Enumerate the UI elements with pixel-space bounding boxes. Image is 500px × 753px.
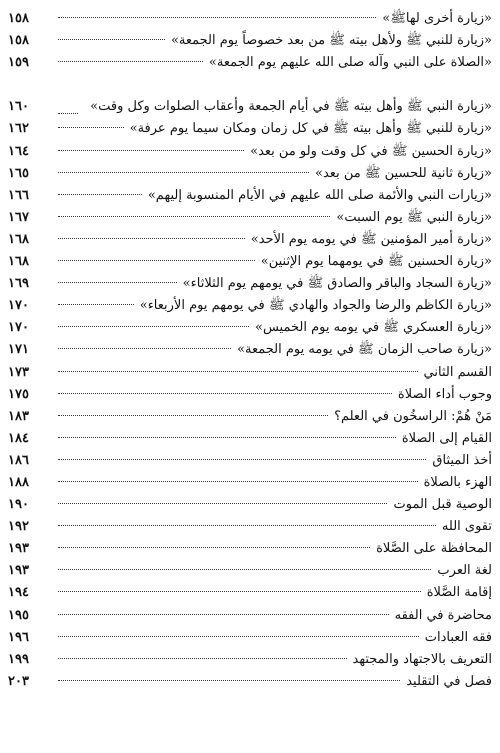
dot-leader xyxy=(58,260,255,261)
toc-row xyxy=(8,494,492,516)
toc-row xyxy=(8,8,492,30)
toc-entry-title: «زيارة النبي ﷺ يوم السبت» xyxy=(336,209,492,225)
toc-entry-title: المحافظة على الصَّلاة xyxy=(376,541,492,557)
toc-row xyxy=(8,538,492,560)
toc-row xyxy=(8,185,492,207)
dot-leader xyxy=(58,150,244,151)
toc-row xyxy=(8,52,492,74)
dot-leader xyxy=(58,547,370,548)
toc-entry-title: «زيارة العسكري ﷺ في يومه يوم الخميس» xyxy=(255,320,492,336)
dot-leader xyxy=(58,61,203,62)
toc-entry-title: تقوى الله xyxy=(441,519,492,535)
dot-leader xyxy=(58,304,134,305)
toc-page-number: ١٩٠ xyxy=(8,497,29,513)
dot-leader xyxy=(58,238,245,239)
toc-page-number: ١٧٠ xyxy=(8,298,29,314)
dot-leader xyxy=(58,113,78,114)
toc-entry-title: «زيارة ثانية للحسين ﷺ من بعد» xyxy=(315,165,492,181)
toc-row xyxy=(8,560,492,582)
dot-leader xyxy=(58,437,396,438)
toc-entry-title: الوصية قبل الموت xyxy=(393,497,492,513)
toc-page-number: ١٧١ xyxy=(8,342,29,358)
toc-entry-title: القيام إلى الصلاة xyxy=(401,430,492,446)
toc-row xyxy=(8,671,492,693)
toc-row xyxy=(8,605,492,627)
toc-row xyxy=(8,74,492,118)
toc-entry-title: فصل في التقليد xyxy=(406,673,492,689)
toc-entry-title: «زيارة للنبي ﷺ ولأهل بيته ﷺ من بعد خصوصاً يوم الجمعة» xyxy=(170,33,492,49)
toc-row xyxy=(8,450,492,472)
toc-entry-title: «زيارة للنبي ﷺ وأهل بيته ﷺ في كل زمان ومكان سيما يوم عرفة» xyxy=(129,121,492,137)
toc-row xyxy=(8,384,492,406)
toc-page-number: ١٦٨ xyxy=(8,254,29,270)
toc-page-number: ١٦٨ xyxy=(8,231,29,247)
toc-page-number: ٢٠٣ xyxy=(8,673,29,689)
toc-page-number: ١٨٣ xyxy=(8,408,29,424)
toc-row xyxy=(8,339,492,361)
toc-entry-title: «زيارة الحسنين ﷺ في يومهما يوم الإثنين» xyxy=(260,254,492,270)
toc-page-number: ١٦٠ xyxy=(8,99,29,115)
toc-row xyxy=(8,428,492,450)
dot-leader xyxy=(58,348,231,349)
dot-leader xyxy=(58,371,418,372)
toc-page-number: ١٩٦ xyxy=(8,629,29,645)
toc-entry-title: «زيارة النبي ﷺ وأهل بيته ﷺ في أيام الجمعة وأعقاب الصلوات وكل وقت» xyxy=(90,99,492,115)
dot-leader xyxy=(58,636,419,637)
toc-row xyxy=(8,273,492,295)
toc-page-number: ١٧٣ xyxy=(8,364,29,380)
toc-page-number: ١٩٣ xyxy=(8,563,29,579)
toc-page-number: ١٦٧ xyxy=(8,209,29,225)
dot-leader xyxy=(58,127,124,128)
toc-entry-title: «زيارات النبي والأئمة صلى الله عليهم في الأيام المنسوبة إليهم» xyxy=(147,187,492,203)
toc-page-number: ١٨٦ xyxy=(8,452,29,468)
toc-row xyxy=(8,362,492,384)
dot-leader xyxy=(58,17,376,18)
toc-page-number: ١٦٦ xyxy=(8,187,29,203)
toc-row xyxy=(8,141,492,163)
dot-leader xyxy=(58,415,328,416)
toc-row xyxy=(8,582,492,604)
toc-entry-title: الهزء بالصلاة xyxy=(423,474,492,490)
dot-leader xyxy=(58,658,347,659)
dot-leader xyxy=(58,591,421,592)
toc-page-number: ١٨٨ xyxy=(8,474,29,490)
toc-page-number: ١٩٩ xyxy=(8,651,29,667)
dot-leader xyxy=(58,614,389,615)
toc-entry-title: فقه العبادات xyxy=(424,629,492,645)
toc-entry-title: محاضرة في الفقه xyxy=(394,607,492,623)
toc-row xyxy=(8,472,492,494)
toc-row xyxy=(8,317,492,339)
toc-page-number: ١٩٣ xyxy=(8,541,29,557)
toc-page-number: ١٩٤ xyxy=(8,585,29,601)
toc-entry-title: «زيارة أخرى لهاﷺ» xyxy=(382,11,492,26)
toc-page-number: ١٧٥ xyxy=(8,386,29,402)
dot-leader xyxy=(58,503,387,504)
toc-entry-title: «زيارة السجاد والباقر والصادق ﷺ في يومهم يوم الثلاثاء» xyxy=(182,276,492,292)
toc-row xyxy=(8,30,492,52)
dot-leader xyxy=(58,525,436,526)
toc-page-number: ١٦٩ xyxy=(8,276,29,292)
toc-entry-title: أخذ الميثاق xyxy=(432,452,492,468)
toc-entry-title: «زيارة الحسين ﷺ في كل وقت ولو من بعد» xyxy=(250,143,492,159)
toc-page-number: ١٦٥ xyxy=(8,165,29,181)
toc-entry-title: لغة العرب xyxy=(437,563,492,579)
toc-row xyxy=(8,251,492,273)
toc-entry-title: مَنْ هُمْ: الراسخُون في العلم؟ xyxy=(334,408,492,424)
dot-leader xyxy=(58,459,426,460)
toc-page-number: ١٩٥ xyxy=(8,607,29,623)
dot-leader xyxy=(58,194,142,195)
toc-row xyxy=(8,207,492,229)
toc-row xyxy=(8,649,492,671)
toc-entry-title: وجوب أداء الصلاة xyxy=(397,386,492,402)
toc-row xyxy=(8,295,492,317)
dot-leader xyxy=(58,393,392,394)
toc-row xyxy=(8,627,492,649)
toc-entry-title: «زيارة صاحب الزمان ﷺ في يومه يوم الجمعة» xyxy=(237,342,492,358)
dot-leader xyxy=(58,216,330,217)
toc-entry-title: «زيارة الكاظم والرضا والجواد والهادي ﷺ في يومهم يوم الأربعاء» xyxy=(139,298,492,314)
toc-page-number: ١٨٤ xyxy=(8,430,29,446)
toc-page-number: ١٦٤ xyxy=(8,143,29,159)
dot-leader xyxy=(58,282,177,283)
toc-page-number: ١٧٠ xyxy=(8,320,29,336)
toc-entry-title: القسم الثاني xyxy=(423,364,492,380)
dot-leader xyxy=(58,172,309,173)
table-of-contents xyxy=(8,8,492,693)
toc-row xyxy=(8,516,492,538)
toc-page-number: ١٥٩ xyxy=(8,55,29,71)
toc-page-number: ١٥٨ xyxy=(8,33,29,49)
toc-page-number: ١٥٨ xyxy=(8,11,29,26)
dot-leader xyxy=(58,569,431,570)
dot-leader xyxy=(58,680,400,681)
toc-entry-title: «الصلاة على النبي وآله صلى الله عليهم يوم الجمعة» xyxy=(208,55,492,71)
toc-row xyxy=(8,163,492,185)
toc-row xyxy=(8,406,492,428)
toc-page-number: ١٩٢ xyxy=(8,519,29,535)
toc-page-number: ١٦٢ xyxy=(8,121,29,137)
toc-entry-title: التعريف بالاجتهاد والمجتهد xyxy=(352,651,492,667)
dot-leader xyxy=(58,39,165,40)
toc-row xyxy=(8,118,492,140)
toc-row xyxy=(8,229,492,251)
toc-entry-title: «زيارة أمير المؤمنين ﷺ في يومه يوم الأحد» xyxy=(250,231,492,247)
toc-entry-title: إقامة الصَّلاة xyxy=(426,585,492,601)
dot-leader xyxy=(58,326,249,327)
dot-leader xyxy=(58,481,418,482)
